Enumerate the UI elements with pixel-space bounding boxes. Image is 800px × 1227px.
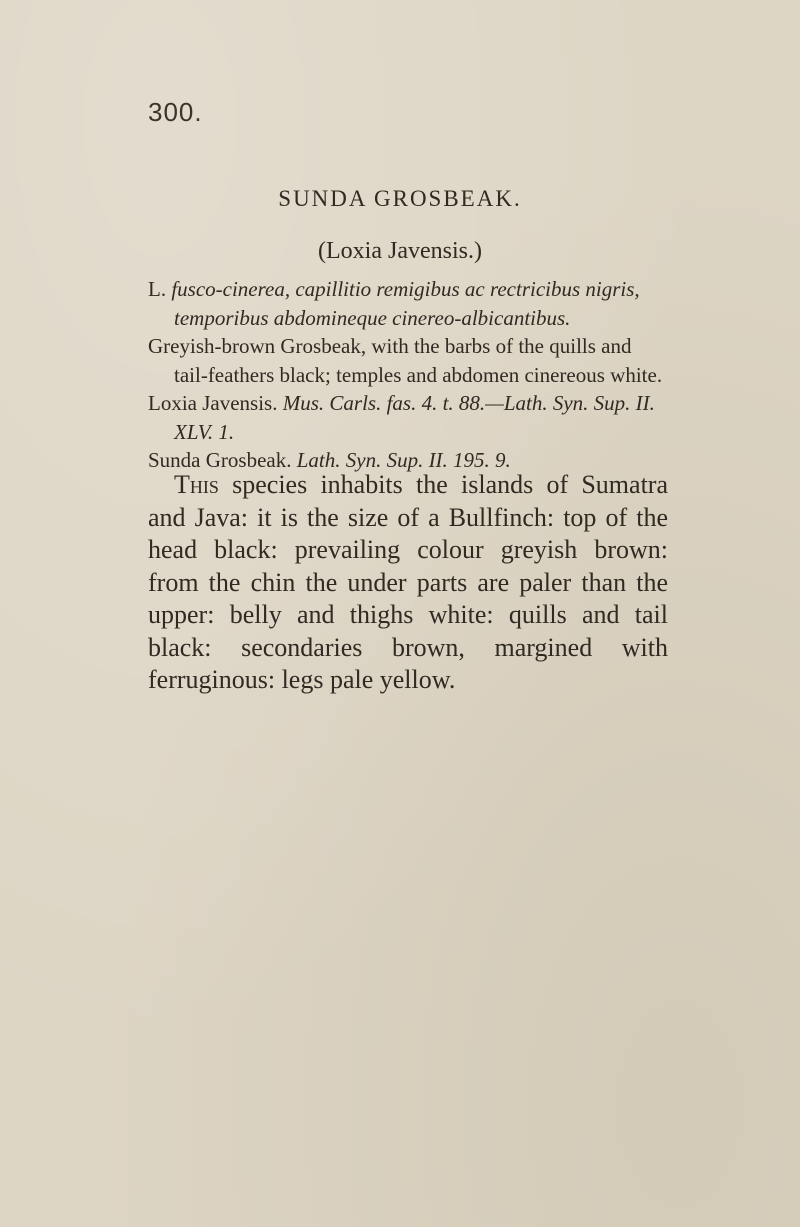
drop-word: This [174, 470, 219, 499]
reference-name: Sunda Grosbeak. [148, 448, 297, 472]
latin-diagnosis [148, 275, 668, 332]
latin-genus-abbrev: L. [148, 277, 172, 301]
page-subtitle: (Loxia Javensis.) [318, 238, 482, 264]
english-description: Greyish-brown Grosbeak, with the barbs of the quills and tail-feathers black; temples and abdomen cinereous white. [148, 334, 663, 387]
paragraph-text: species inhabits the islands of Sumatra and Java: it is the size of a Bullfinch: top of the head black: prevailing colour greyish brown: from the chin the under parts are paler than the upper: belly and thighs white: quills and tail black: secondaries brown, margined with ferruginous: legs pale yellow. [148, 470, 668, 694]
reference-loxia-javensis [148, 389, 668, 446]
description-paragraph [148, 469, 668, 697]
latin-description: fusco-cinerea, capillitio remigibus ac rectricibus nigris, temporibus abdomineque cinereo-albicantibus. [171, 277, 640, 330]
reference-name: Loxia Javensis. [148, 391, 283, 415]
synonymy-block [148, 275, 668, 475]
paragraph [148, 469, 668, 697]
page-title: SUNDA GROSBEAK. [278, 186, 522, 211]
reference-citation: Mus. Carls. fas. 4. t. 88.—Lath. Syn. Sup. II. XLV. 1. [174, 391, 655, 444]
reference-citation: Lath. Syn. Sup. II. 195. 9. [296, 448, 511, 472]
page-number: 300. [148, 97, 203, 127]
